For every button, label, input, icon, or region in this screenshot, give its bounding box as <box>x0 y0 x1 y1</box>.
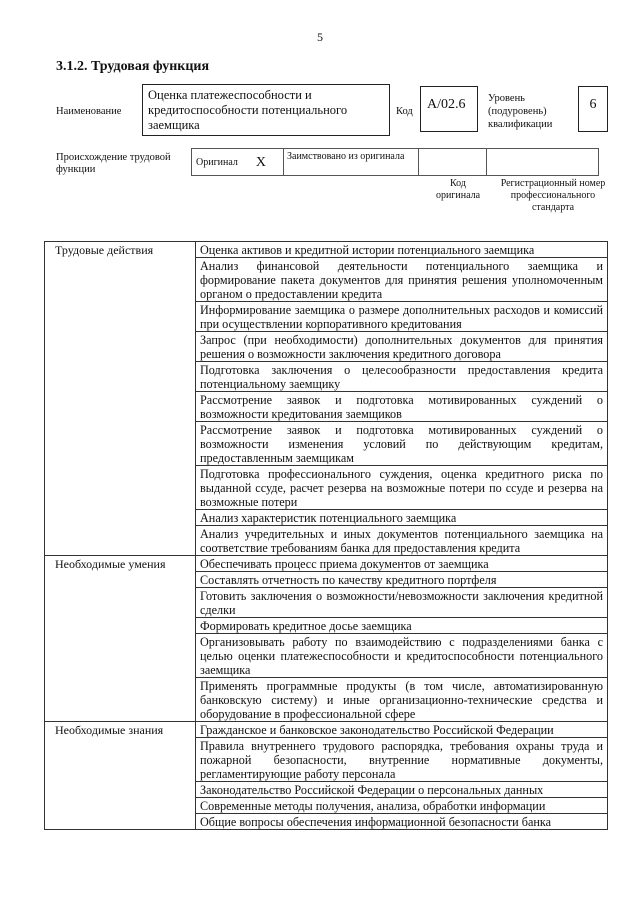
table-row <box>45 556 608 572</box>
section-item: Подготовка профессионального суждения, оценка кредитного риска по выданной ссуде, расчет резерва на возможные потери по ссуде и резерва на возможные потери <box>196 466 608 510</box>
original-code-cell <box>418 148 486 176</box>
section-item: Формировать кредитное досье заемщика <box>196 618 608 634</box>
section-item: Гражданское и банковское законодательство Российской Федерации <box>196 722 608 738</box>
section-item: Рассмотрение заявок и подготовка мотивированных суждений о возможности кредитования заемщиков <box>196 392 608 422</box>
section-category: Трудовые действия <box>45 242 196 556</box>
section-item: Оценка активов и кредитной истории потенциального заемщика <box>196 242 608 258</box>
qualification-level-box: 6 <box>578 86 608 132</box>
name-label: Наименование <box>56 106 122 117</box>
function-details-table <box>44 241 608 830</box>
registration-number-cell <box>486 148 599 176</box>
page-number: 5 <box>317 30 323 44</box>
section-category: Необходимые знания <box>45 722 196 830</box>
original-code-caption: Код оригинала <box>435 178 481 201</box>
section-item: Современные методы получения, анализа, обработки информации <box>196 798 608 814</box>
section-item: Обеспечивать процесс приема документов от заемщика <box>196 556 608 572</box>
section-item: Подготовка заключения о целесообразности предоставления кредита потенциальному заемщику <box>196 362 608 392</box>
function-code-box: А/02.6 <box>420 86 478 132</box>
section-item: Составлять отчетность по качеству кредитного портфеля <box>196 572 608 588</box>
section-item: Информирование заемщика о размере дополнительных расходов и комиссий при осуществлении корпоративного кредитования <box>196 302 608 332</box>
section-item: Законодательство Российской Федерации о персональных данных <box>196 782 608 798</box>
section-category: Необходимые умения <box>45 556 196 722</box>
function-name-box: Оценка платежеспособности и кредитоспособности потенциального заемщика <box>142 84 390 136</box>
section-item: Рассмотрение заявок и подготовка мотивированных суждений о возможности изменения условий по действующим кредитам, предоставленным заемщикам <box>196 422 608 466</box>
section-item: Анализ финансовой деятельности потенциального заемщика и формирование пакета документов для принятия решения уполномоченным органом о предоставлении кредита <box>196 258 608 302</box>
section-item: Запрос (при необходимости) дополнительных документов для принятия решения о возможности заключения кредитного договора <box>196 332 608 362</box>
section-item: Правила внутреннего трудового распорядка, требования охраны труда и пожарной безопасности, внутренние нормативные документы, регламентирующие работу персонала <box>196 738 608 782</box>
code-label: Код <box>396 106 413 117</box>
section-title: 3.1.2. Трудовая функция <box>56 59 210 74</box>
registration-caption: Регистрационный номер профессионального стандарта <box>500 178 606 213</box>
origin-row <box>191 148 599 176</box>
section-item: Применять программные продукты (в том числе, автоматизированную банковскую систему) и иные организационно-технические средства и оборудование в профессиональной сфере <box>196 678 608 722</box>
original-cell <box>191 148 283 176</box>
section-item: Общие вопросы обеспечения информационной безопасности банка <box>196 814 608 830</box>
origin-label: Происхождение трудовой функции <box>56 152 171 175</box>
section-item: Готовить заключения о возможности/невозможности заключения кредитной сделки <box>196 588 608 618</box>
level-label: Уровень (подуровень) квалификации <box>488 93 553 130</box>
table-row <box>45 722 608 738</box>
borrowed-cell: Заимствовано из оригинала <box>283 148 418 176</box>
original-mark: X <box>255 154 267 170</box>
section-item: Организовывать работу по взаимодействию с подразделениями банка с целью оценки платежеспособности и кредитоспособности потенциального заемщика <box>196 634 608 678</box>
section-item: Анализ характеристик потенциального заемщика <box>196 510 608 526</box>
section-item: Анализ учредительных и иных документов потенциального заемщика на соответствие требованиям банка для предоставления кредита <box>196 526 608 556</box>
table-row <box>45 242 608 258</box>
original-label: Оригинал <box>196 156 238 168</box>
